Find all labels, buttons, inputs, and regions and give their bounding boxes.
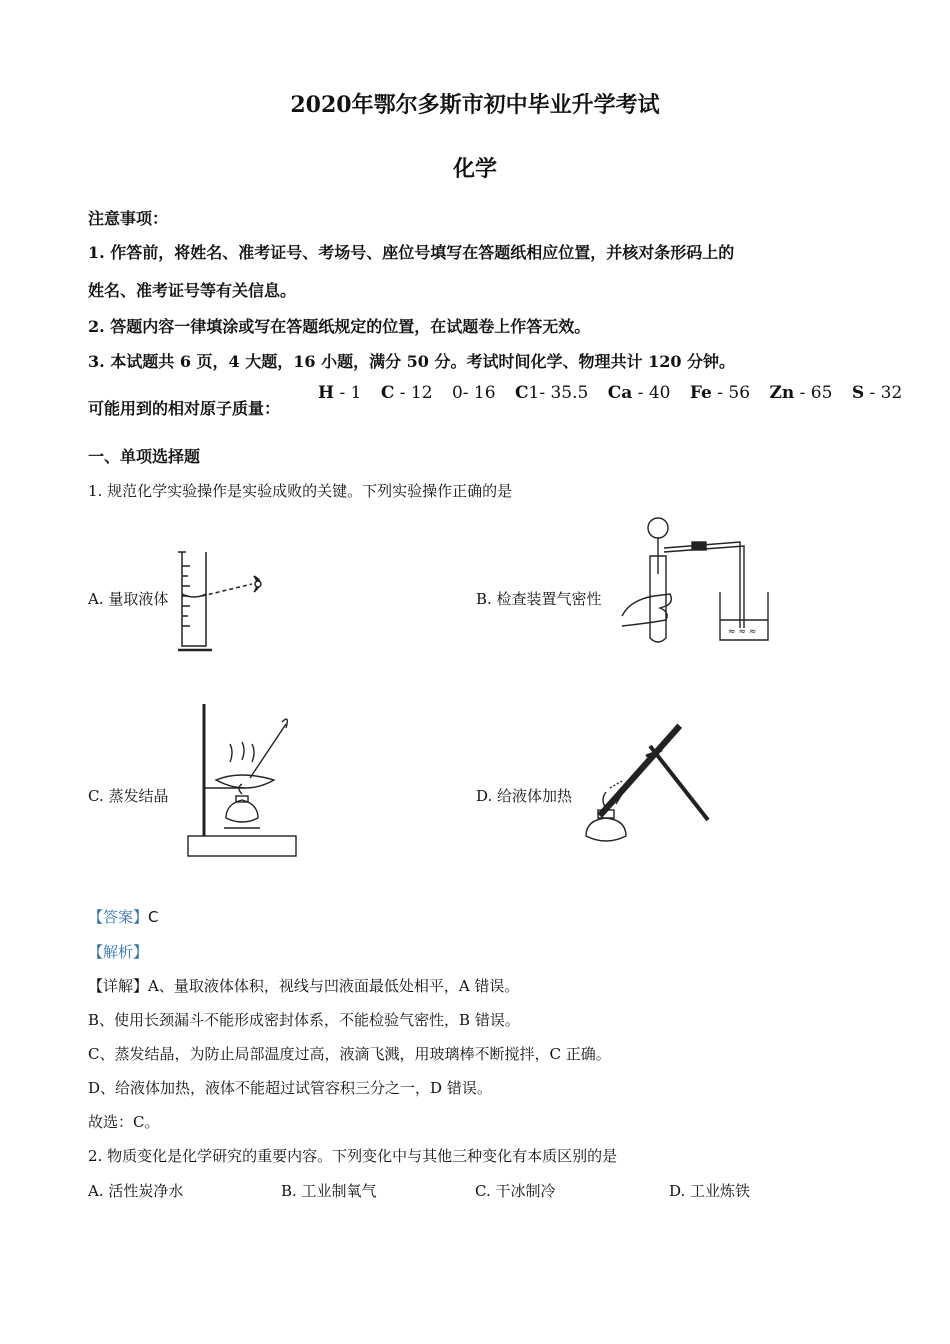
atomic-mass-item: Zn - 65 [769, 383, 833, 403]
option-a-label: A. 量取液体 [88, 590, 169, 608]
notice-item-1-line-2: 姓名、准考证号等有关信息。 [88, 281, 297, 300]
atomic-mass-item: Fe - 56 [689, 383, 751, 403]
answer-line [88, 906, 159, 927]
detail-line-4: D、给液体加热，液体不能超过试管容积三分之一，D 错误。 [88, 1079, 492, 1097]
figure-d-heating-liquid [580, 706, 715, 856]
svg-text:≈ ≈ ≈: ≈ ≈ ≈ [728, 627, 757, 637]
atomic-mass-item: C1- 35.5 [514, 383, 589, 403]
option-d-label: D. 给液体加热 [476, 787, 573, 805]
detail-line-2: B、使用长颈漏斗不能形成密封体系，不能检验气密性，B 错误。 [88, 1011, 520, 1029]
option-b-label: B. 检查装置气密性 [476, 590, 602, 608]
notice-item-2: 2. 答题内容一律填涂或写在答题纸规定的位置，在试题卷上作答无效。 [88, 317, 591, 336]
q2-choice-c: C. 干冰制冷 [475, 1182, 556, 1200]
q2-choice-a: A. 活性炭净水 [88, 1182, 184, 1200]
answer-label: 【答案】 [88, 908, 149, 926]
question-2-stem: 2. 物质变化是化学研究的重要内容。下列变化中与其他三种变化有本质区别的是 [88, 1147, 618, 1165]
analysis-label: 【解析】 [88, 943, 149, 961]
atomic-mass-list [318, 383, 916, 403]
detail-line-5: 故选：C。 [88, 1113, 160, 1131]
atomic-mass-item: 0- 16 [451, 383, 496, 403]
atomic-mass-label: 可能用到的相对原子质量： [88, 399, 281, 418]
figure-b-airtightness-setup [620, 516, 780, 651]
subject-title: 化学 [452, 156, 497, 182]
q2-choice-b: B. 工业制氧气 [281, 1182, 377, 1200]
option-c-label: C. 蒸发结晶 [88, 787, 169, 805]
detail-line-3: C、蒸发结晶，为防止局部温度过高，液滴飞溅，用玻璃棒不断搅拌，C 正确。 [88, 1045, 611, 1063]
detail-line-1: 【详解】A、量取液体体积，视线与凹液面最低处相平，A 错误。 [88, 977, 520, 995]
notice-item-3: 3. 本试题共 6 页，4 大题，16 小题，满分 50 分。考试时间化学、物理共计 120 分钟。 [88, 352, 736, 371]
section-heading: 一、单项选择题 [88, 447, 201, 466]
answer-value: C [148, 908, 159, 926]
figure-c-evaporation-setup [186, 700, 301, 862]
notice-item-1-line-1: 1. 作答前，将姓名、准考证号、考场号、座位号填写在答题纸相应位置，并核对条形码上的 [88, 243, 735, 262]
exam-title: 2020年鄂尔多斯市初中毕业升学考试 [290, 92, 660, 118]
atomic-mass-item: C - 12 [380, 383, 433, 403]
q2-choice-d: D. 工业炼铁 [669, 1182, 751, 1200]
notice-heading: 注意事项： [88, 209, 169, 228]
figure-a-graduated-cylinder [176, 546, 276, 656]
atomic-mass-item: S - 32 [851, 383, 903, 403]
atomic-mass-item: H - 1 [318, 383, 362, 403]
question-1-stem: 1. 规范化学实验操作是实验成败的关键。下列实验操作正确的是 [88, 482, 513, 500]
atomic-mass-item: Ca - 40 [607, 383, 671, 403]
